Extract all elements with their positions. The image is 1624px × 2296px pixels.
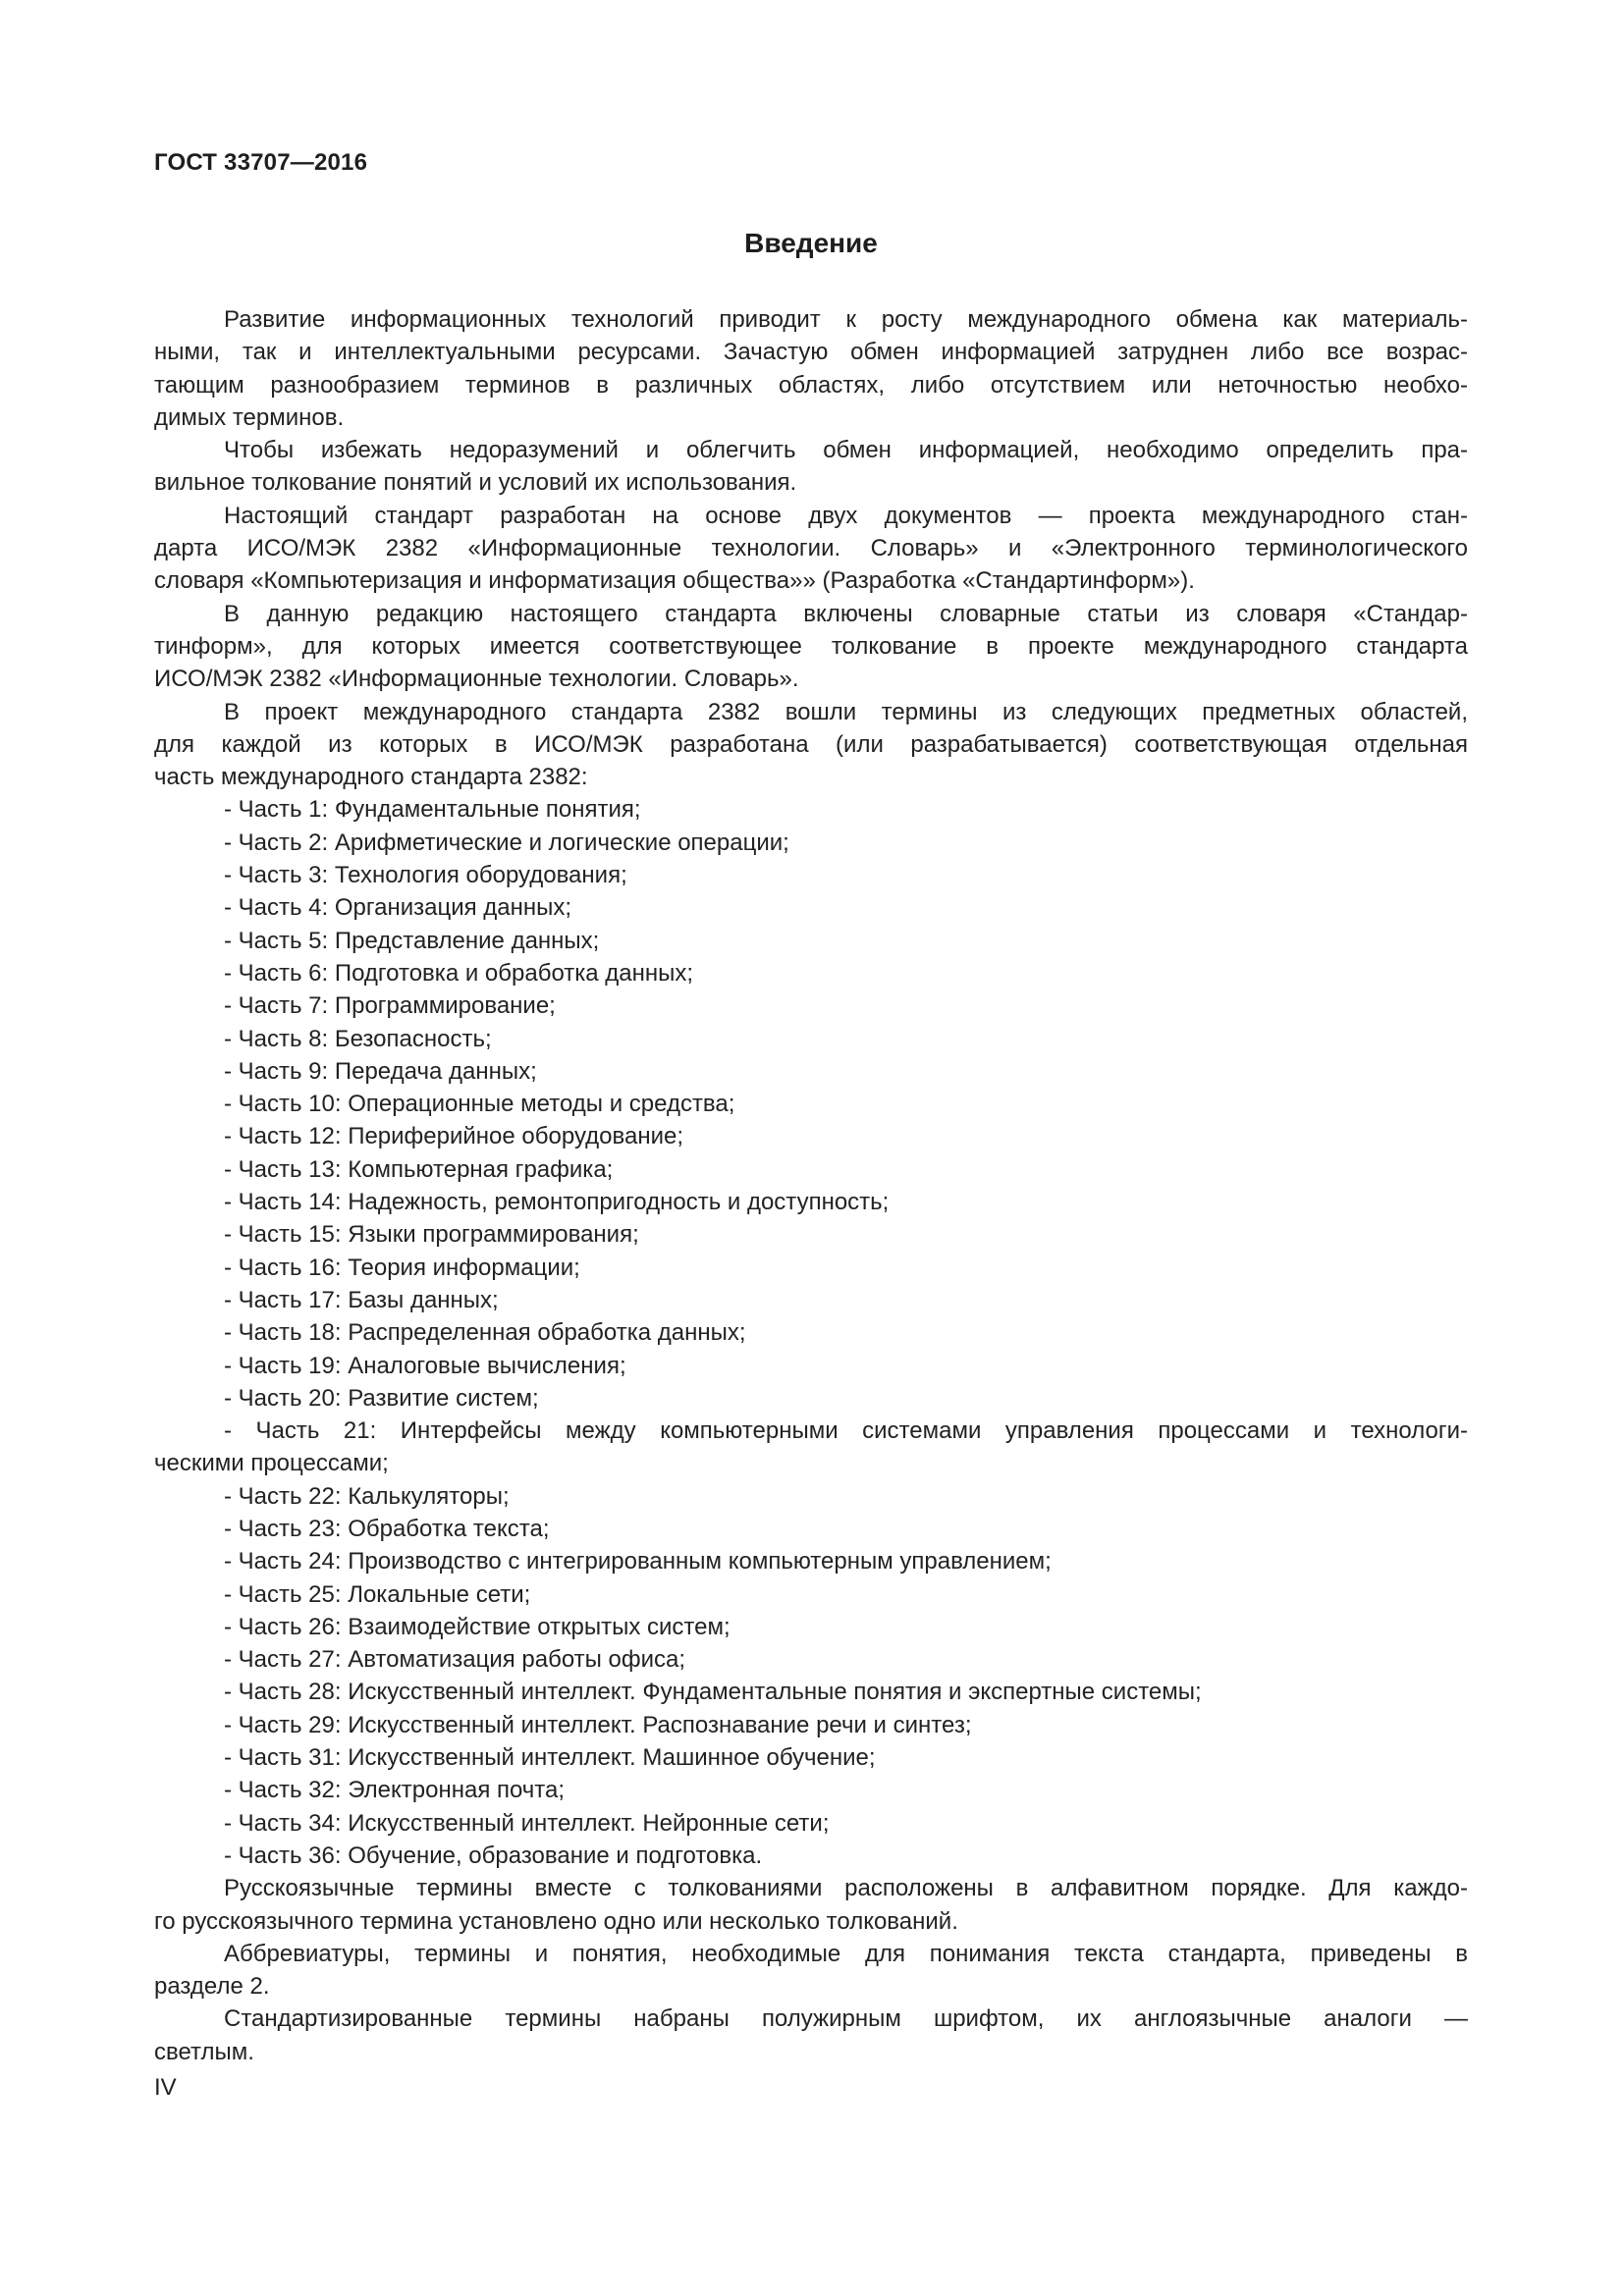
list-item [154,1741,1468,1774]
list-item [154,1611,1468,1643]
text-line: - Часть 20: Развитие систем; [224,1384,539,1412]
text-line: - Часть 31: Искусственный интеллект. Машинное обучение; [224,1744,876,1772]
text-line: ными, так и интеллектуальными ресурсами. Зачастую обмен информацией затруднен либо все возрас- [154,339,1468,366]
text-line: - Часть 5: Представление данных; [224,927,600,954]
text-line: ИСО/МЭК 2382 «Информационные технологии. Словарь». [154,666,799,693]
text-line: часть международного стандарта 2382: [154,764,588,791]
text-line: вильное толкование понятий и условий их использования. [154,469,797,497]
list-item [154,1055,1468,1088]
text-line: - Часть 23: Обработка текста; [224,1515,550,1542]
text-line: - Часть 18: Распределенная обработка данных; [224,1319,746,1347]
page-number: IV [154,2074,177,2101]
list-item [154,1513,1468,1545]
list-item [154,1186,1468,1218]
text-line: - Часть 1: Фундаментальные понятия; [224,796,641,824]
list-item [154,1643,1468,1676]
text-line: словаря «Компьютеризация и информатизация общества»» (Разработка «Стандартинформ»). [154,567,1195,595]
text-line: тающим разнообразием терминов в различных областях, либо отсутствием или неточностью необхо- [154,371,1468,399]
text-line: - Часть 17: Базы данных; [224,1286,499,1313]
text-line: ческими процессами; [154,1450,389,1477]
text-line: - Часть 27: Автоматизация работы офиса; [224,1646,686,1674]
text-line: - Часть 21: Интерфейсы между компьютерными системами управления процессами и технологи- [224,1417,1468,1445]
text-line: го русскоязычного термина установлено одно или несколько толкований. [154,1907,958,1935]
text-line: - Часть 24: Производство с интегрированным компьютерным управлением; [224,1548,1052,1575]
list-item [154,859,1468,891]
paragraph [154,1872,1468,1938]
list-item [154,891,1468,924]
list-item [154,1415,1468,1480]
list-item [154,1153,1468,1186]
text-line: светлым. [154,2038,254,2065]
text-line: В данную редакцию настоящего стандарта включены словарные статьи из словаря «Стандар- [224,600,1468,627]
list-item [154,1382,1468,1415]
paragraph [154,696,1468,794]
text-line: - Часть 9: Передача данных; [224,1057,537,1085]
list-item [154,957,1468,989]
text-line: Стандартизированные термины набраны полужирным шрифтом, их англоязычные аналоги — [224,2005,1468,2033]
text-line: - Часть 15: Языки программирования; [224,1221,639,1249]
list-item [154,1252,1468,1284]
list-item [154,989,1468,1022]
paragraph [154,303,1468,434]
text-line: - Часть 19: Аналоговые вычисления; [224,1352,626,1379]
list-item [154,1480,1468,1513]
text-line: - Часть 26: Взаимодействие открытых систем; [224,1613,731,1640]
text-line: - Часть 12: Периферийное оборудование; [224,1123,683,1150]
list-item [154,1807,1468,1840]
list-item [154,793,1468,826]
list-item [154,1350,1468,1382]
running-header-document-code: ГОСТ 33707—2016 [154,149,368,176]
section-title: Введение [744,228,878,258]
text-line: - Часть 25: Локальные сети; [224,1580,531,1608]
list-item [154,1774,1468,1806]
text-line: - Часть 4: Организация данных; [224,894,572,922]
text-line: - Часть 14: Надежность, ремонтопригодность и доступность; [224,1189,890,1216]
list-item [154,1709,1468,1741]
text-line: - Часть 22: Калькуляторы; [224,1482,510,1510]
text-line: - Часть 6: Подготовка и обработка данных; [224,959,694,987]
list-item [154,1316,1468,1349]
text-line: разделе 2. [154,1973,270,2001]
text-line: - Часть 2: Арифметические и логические операции; [224,828,789,856]
text-line: - Часть 3: Технология оборудования; [224,862,627,889]
text-line: - Часть 36: Обучение, образование и подготовка. [224,1842,763,1869]
text-line: - Часть 32: Электронная почта; [224,1777,566,1804]
list-item [154,1120,1468,1152]
list-item [154,1545,1468,1577]
text-line: - Часть 10: Операционные методы и средства; [224,1091,735,1118]
list-item [154,827,1468,859]
text-line: - Часть 16: Теория информации; [224,1254,580,1281]
text-line: Чтобы избежать недоразумений и облегчить обмен информацией, необходимо определить пра- [224,437,1468,464]
text-line: димых терминов. [154,403,345,431]
text-line: - Часть 7: Программирование; [224,992,556,1020]
text-line: - Часть 13: Компьютерная графика; [224,1155,614,1183]
text-line: - Часть 8: Безопасность; [224,1025,492,1052]
text-line: Аббревиатуры, термины и понятия, необходимые для понимания текста стандарта, приведены в [224,1940,1468,1967]
text-line: Русскоязычные термины вместе с толкованиями расположены в алфавитном порядке. Для каждо- [224,1875,1468,1902]
paragraph [154,2002,1468,2068]
text-line: тинформ», для которых имеется соответствующее толкование в проекте международного стандарта [154,632,1468,660]
list-item [154,1676,1468,1708]
list-item [154,1578,1468,1611]
list-item [154,1284,1468,1316]
paragraph [154,434,1468,500]
list-item [154,1840,1468,1872]
text-line: - Часть 29: Искусственный интеллект. Распознавание речи и синтез; [224,1711,972,1738]
paragraph [154,1938,1468,2003]
text-line: В проект международного стандарта 2382 вошли термины из следующих предметных областей, [224,698,1468,725]
text-line: дарта ИСО/МЭК 2382 «Информационные технологии. Словарь» и «Электронного терминологического [154,535,1468,562]
list-item [154,1023,1468,1055]
text-line: - Часть 28: Искусственный интеллект. Фундаментальные понятия и экспертные системы; [224,1679,1202,1706]
list-item [154,1218,1468,1251]
text-line: - Часть 34: Искусственный интеллект. Нейронные сети; [224,1809,830,1837]
list-item [154,1088,1468,1120]
body-text [154,303,1468,2068]
text-line: для каждой из которых в ИСО/МЭК разработана (или разрабатывается) соответствующая отдельная [154,730,1468,758]
text-line: Настоящий стандарт разработан на основе двух документов — проекта международного стан- [224,502,1468,529]
paragraph [154,598,1468,696]
text-line: Развитие информационных технологий приводит к росту международного обмена как материаль- [224,306,1468,333]
list-item [154,925,1468,957]
paragraph [154,500,1468,598]
